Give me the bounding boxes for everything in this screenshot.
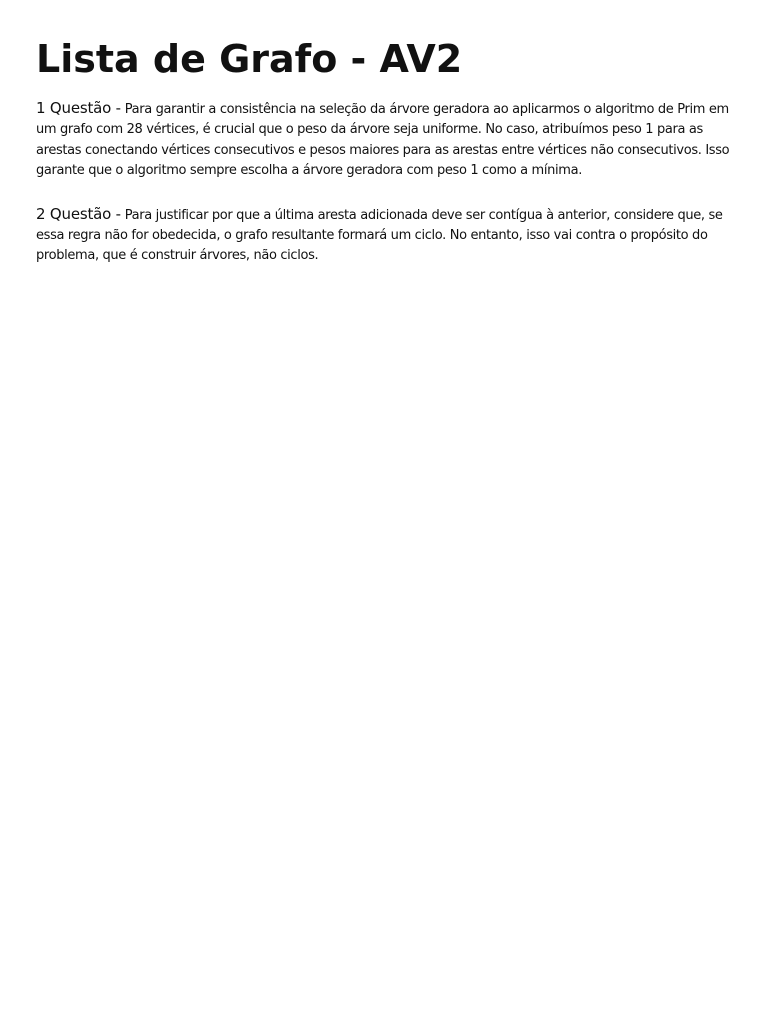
document-page	[36, 36, 734, 289]
question-1	[36, 98, 734, 182]
question-1-text: Para garantir a consistência na seleção da árvore geradora ao aplicarmos o algoritmo de Prim em um grafo com 28 vértices, é crucial que o peso da árvore seja uniforme. No caso, atribuímos peso 1 para as arestas conectando vértices consecutivos e pesos maiores para as arestas entre vértices não consecutivos. Isso garante que o algoritmo sempre escolha a árvore geradora com peso 1 como a mínima.	[36, 102, 730, 179]
page-title: Lista de Grafo - AV2	[36, 37, 463, 81]
question-2-label: 2 Questão -	[36, 204, 121, 223]
question-2	[36, 204, 734, 267]
question-1-label: 1 Questão -	[36, 99, 121, 117]
question-2-text: Para justificar por que a última aresta adicionada deve ser contígua à anterior, considere que, se essa regra não for obedecida, o grafo resultante formará um ciclo. No entanto, isso vai contra o propósito do problema, que é construir árvores, não ciclos.	[36, 207, 723, 264]
